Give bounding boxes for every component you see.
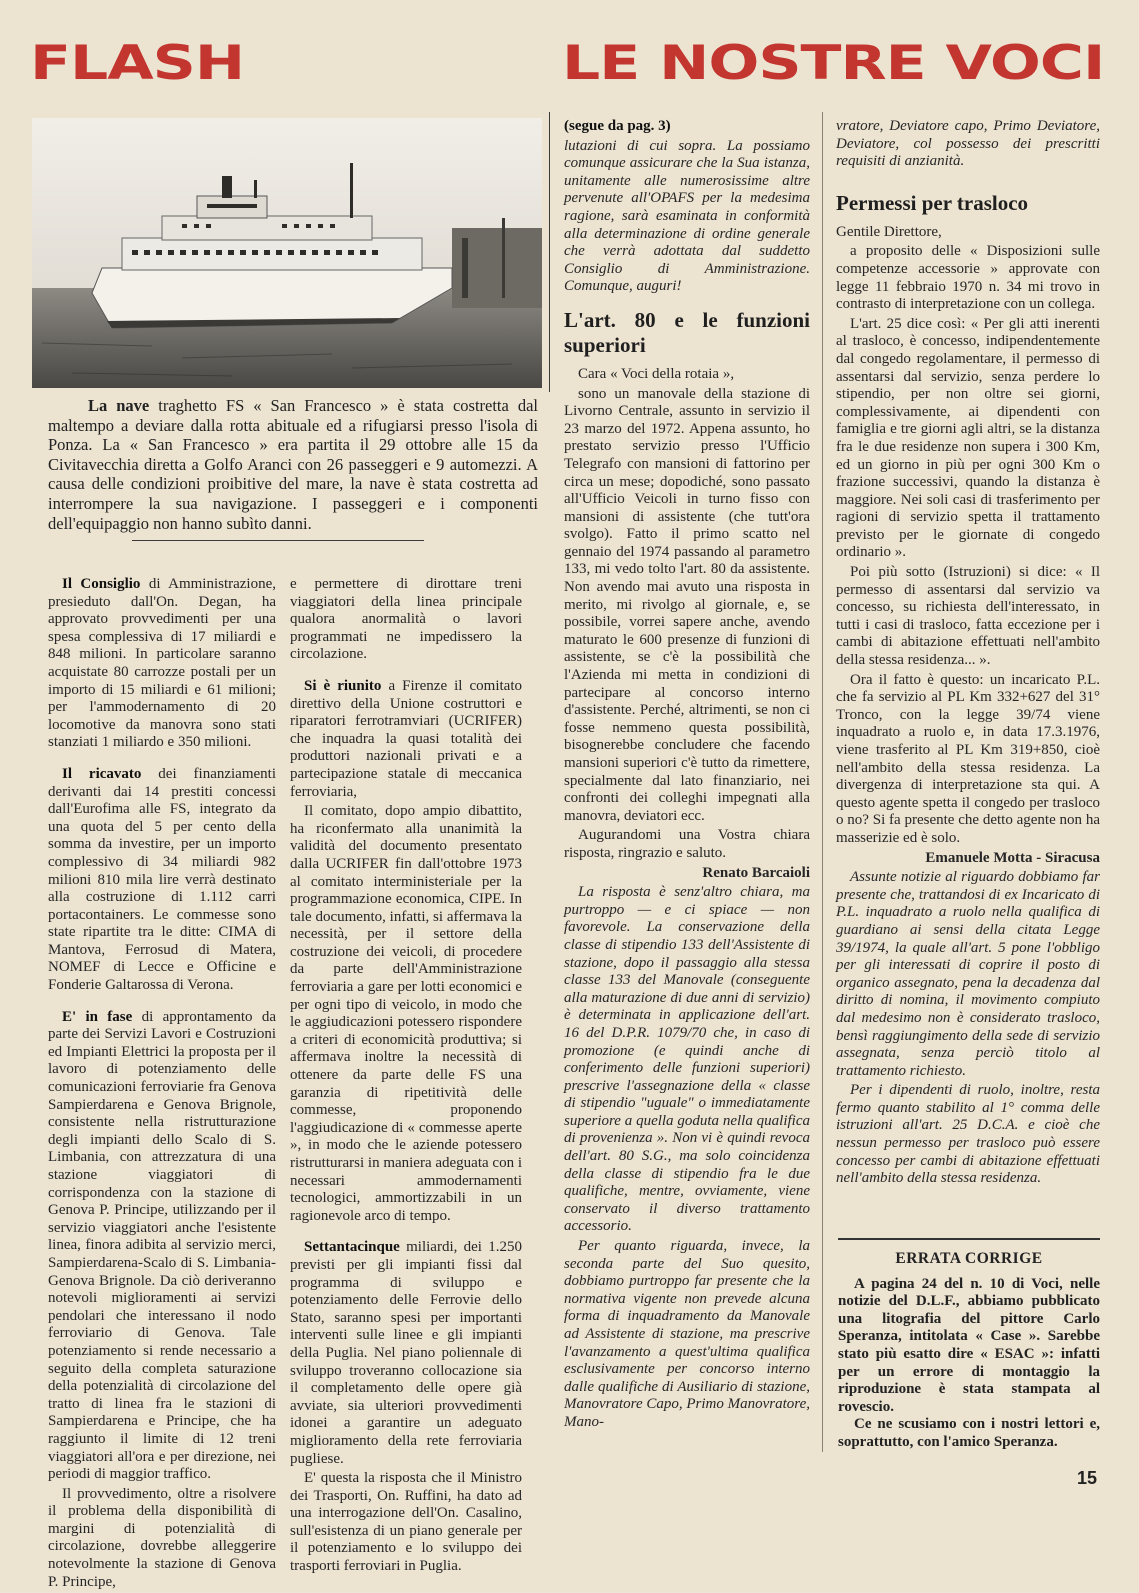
paragraph-text: e permettere di dirottare treni viaggiatori della linea principale qualora anormalità o lavori programmati ne impedissero la circolazione.	[290, 576, 522, 663]
errata-text: A pagina 24 del n. 10 di Voci, nelle notizie del D.L.F., abbiamo pubblicato una litografia del pittore Carlo Speranza, intitolata « Case ». Sarebbe stato più esatto dire « ESAC »: infatti per un errore di montaggio la riproduzione è stata stampata al rovescio.	[838, 1275, 1100, 1415]
voci-column-2	[836, 118, 1100, 1190]
flash-separator-line	[132, 540, 424, 541]
voci-column-1	[564, 118, 810, 1434]
paragraph-lead: E' in fase	[62, 1008, 133, 1025]
reply-text: vratore, Deviatore capo, Primo Deviatore, Deviatore, col possesso dei prescritti requisiti di anzianità.	[836, 118, 1100, 170]
page-number: 15	[1076, 1468, 1097, 1488]
reply-text: lutazioni di cui sopra. La possiamo comunque assicurare che la Sua istanza, unitamente alle numerosissime altre pervenute all'OPAFS per la medesima ragione, sarà esaminata in conformità alla determinazione di ordine generale che verrà adottata dal suddetto Consiglio di Amministrazione. Comunque, auguri!	[564, 137, 810, 295]
errata-corrige-box	[838, 1238, 1100, 1462]
paragraph-lead: Il Consiglio	[62, 576, 141, 592]
salutation: Gentile Direttore,	[836, 223, 942, 240]
letter-text: a proposito delle « Disposizioni sulle competenze accessorie » approvate con legge 11 febbraio 1970 n. 34 mi trovo in contrasto di interpretazione con un collega.	[836, 243, 1100, 313]
ferry-photo	[32, 118, 542, 388]
letter-text: Ora il fatto è questo: un incaricato P.L. che fa servizio al PL Km 332+627 del 31° Tronco, con la legge 39/74 viene inquadrato a ruolo e, in data 17.3.1976, viene trasferito al PL Km 319+850, cioè nell'ambito della stessa residenza. La divergenza di interpretazione sta qui. A questo agente spetta il congedo per trasloco o no? Si fa presente che detto agente non ha masserizie ed è solo.	[836, 671, 1100, 846]
letter-text: L'art. 25 dice così: « Per gli atti inerenti al trasloco, è concesso, indipendentemente dal congedo regolamentare, il permesso di assentarsi dal servizio, senza perdere lo stipendio, per non oltre sei giorni, complessivamente, ai dipendenti con famiglia e tre giorni agli altri, se la distanza fra le due residenze non supera i 300 Km, ed un giorno in più per ogni 300 Km o frazione successivi, quando la distanza è maggiore. Nei soli casi di trasferimento per ragioni di servizio spetta il trattamento previsto per le giornate di congedo ordinario ».	[836, 315, 1100, 561]
flash-column-2	[290, 576, 522, 1578]
continued-note: (segue da pag. 3)	[564, 118, 671, 134]
caption-lead: La nave	[88, 396, 150, 415]
paragraph-text: E' questa la risposta che il Ministro dei Trasporti, On. Ruffini, ha dato ad una interrogazione dell'On. Casalino, sull'esistenza di un piano generale per il potenziamento e lo sviluppo dei trasporti ferroviari in Puglia.	[290, 1470, 522, 1575]
letter-text: Poi più sotto (Istruzioni) si dice: « Il permesso di assentarsi dal servizio va concesso, su richiesta dell'interessato, in tutti i casi di trasloco, fatta eccezione per i cambi di abitazione effettuati nell'ambito della stessa residenza... ».	[836, 564, 1100, 669]
letter-closing: Augurandomi una Vostra chiara risposta, ringrazio e saluto.	[564, 827, 810, 861]
paragraph-text: miliardi, dei 1.250 previsti per gli impianti fissi dal programma di sviluppo e potenziamento delle Ferrovie dello Stato, saranno spesi per importanti interventi sulle linee e gli impianti della Puglia. Nel piano poliennale di sviluppo troveranno collocazione sia il completamento delle opere già avviate, sia ulteriori provvedimenti idonei a garantire un adeguato miglioramento della rete ferroviaria pugliese.	[290, 1239, 522, 1467]
salutation: Cara « Voci della rotaia »,	[578, 365, 735, 382]
paragraph-lead: Il ricavato	[62, 765, 142, 782]
paragraph-lead: Si è riunito	[304, 677, 382, 694]
letter-signature: Renato Barcaioli	[702, 864, 810, 881]
paragraph-text: Il provvedimento, oltre a risolvere il problema della disponibilità di margini di potenzialità di circolazione, dovrebbe alleggerire notevolmente la stazione di Genova P. Principe,	[48, 1485, 276, 1590]
errata-title: ERRATA CORRIGE	[895, 1250, 1043, 1267]
voci-column-rule	[822, 112, 823, 1452]
errata-apology: Ce ne scusiamo con i nostri lettori e, soprattutto, con l'amico Speranza.	[838, 1416, 1100, 1450]
section-title-flash: FLASH	[30, 36, 245, 91]
article-title-trasloco: Permessi per trasloco	[836, 190, 1029, 215]
paragraph-text: dei finanziamenti derivanti dai 14 prestiti concessi dall'Eurofima alle FS, integrato da una quota del 5 per cento della somma da investire, per un importo complessivo di 34 miliardi 982 milioni 810 mila lire verrà destinato alla costruzione di 1.112 carri portacontainers. Le commesse sono state ripartite tra le ditte: CIMA di Mantova, Ferrosud di Matera, NOMEF di Lecce e Officine e Fonderie Galtarossa di Verona.	[48, 765, 276, 994]
article-title-art80: L'art. 80 e le funzioni superiori	[564, 307, 810, 357]
paragraph-text: a Firenze il comitato direttivo della Unione costruttori e riparatori ferrotramviari (UCRIFER) che inquadra la quasi totalità dei produttori nazionali privati e a partecipazione statale di meccanica ferroviaria,	[290, 677, 522, 800]
flash-column-1	[48, 576, 276, 1593]
reply-text: Assunte notizie al riguardo dobbiamo far presente che, trattandosi di ex Incaricato di P.L. inquadrato a ruolo nella qualifica di guardiano ai sensi della citata Legge 39/1974, la quale all'art. 5 pone l'obbligo per gli interessati di coprire il posto di organico assegnato, pena la decadenza dal diritto di nomina, il movimento compiuto dal medesimo non è considerato trasloco, bensì raggiungimento della sede di servizio assegnata, senza perciò titolo al trattamento richiesto.	[836, 869, 1100, 1079]
reply-text: La risposta è senz'altro chiara, ma purtroppo — e ci spiace — non favorevole. La conservazione della classe di stipendio 133 dell'Assistente di stazione, dopo il passaggio alla stessa classe 133 del Manovale (conseguente alla maturazione di due anni di servizio) è determinata in applicazione dell'art. 16 del D.P.R. 1079/70 che, in caso di promozione (e quindi anche di conferimento delle funzioni superiori) prescrive l'assegnazione della « classe di stipendio "uguale" o immediatamente superiore a quella goduta nella qualifica di provenienza ». Non vi è quindi revoca dell'art. 80 S.G., ma solo coincidenza della classe di stipendio fra le due qualifiche, mentre, ovviamente, viene conservato il diverso trattamento accessorio.	[564, 884, 810, 1235]
letter-signature: Emanuele Motta - Siracusa	[925, 849, 1100, 866]
paragraph-lead: Settantacinque	[304, 1239, 400, 1256]
section-title-le-nostre-voci: LE NOSTRE VOCI	[562, 36, 1105, 91]
section-divider	[549, 112, 550, 392]
paragraph-text: di approntamento da parte dei Servizi Lavori e Costruzioni ed Impianti Elettrici la proposta per il lavoro di potenziamento delle comunicazioni ferroviarie fra Genova Sampierdarena e Genova Brignole, consistente nella ristrutturazione degli impianti dello Scalo di S. Limbania, con attrezzatura di una stazione viaggiatori di corrispondenza con la stazione di Genova P. Principe, utilizzando per il servizio viaggiatori anche l'esistente linea, finora adibita al servizio merci, Sampierdarena-Scalo di S. Limbania-Genova Brignole. Da ciò deriveranno notevoli miglioramenti ai servizi pendolari che interessano il nodo ferroviario di Genova. Tale potenziamento si rende necessario a seguito della completa saturazione della potenzialità di circolazione del tratto di linea fra le stazioni di Sampierdarena e Principe, che ha raggiunto il limite di 12 treni viaggiatori all'ora e per direzione, nei periodi di maggior traffico.	[48, 1008, 276, 1483]
reply-text: Per quanto riguarda, invece, la seconda parte del Suo quesito, dobbiamo purtroppo far presente che la normativa vigente non prevede alcuna forma di inquadramento da Manovale ad Assistente di stazione, ma prescrive l'avanzamento a quest'ultima qualifica esclusivamente per concorso interno dalle qualifiche di Ausiliario di stazione, Manovratore Capo, Primo Manovratore, Mano-	[564, 1238, 810, 1430]
reply-text: Per i dipendenti di ruolo, inoltre, resta fermo quanto stabilito al 1° comma delle istruzioni all'art. 25 D.C.A. e cioè che nessun permesso per trasloco può essere concesso per cambi di abitazione effettuati nell'ambito della stessa residenza.	[836, 1082, 1100, 1187]
caption-text: traghetto FS « San Francesco » è stata costretta dal maltempo a deviare dalla rotta abituale ed a rifugiarsi presso l'isola di Ponza. La « San Francesco » era partita il 29 ottobre alle 15 da Civitavecchia diretta a Golfo Aranci con 26 passeggeri e 9 automezzi. A causa delle condizioni proibitive del mare, la nave è stata costretta ad interrompere la sua navigazione. I passeggeri e i componenti dell'equipaggio non hanno subìto danni.	[48, 396, 538, 533]
paragraph-text: di Amministrazione, presieduto dall'On. Degan, ha approvato provvedimenti per una spesa complessiva di 17 miliardi e 848 milioni. In particolare saranno acquistate 80 carrozze postali per un importo di 15 miliardi e 61 milioni; per l'ammodernamento di 20 locomotive da manovra sono stati stanziati 1 miliardo e 350 milioni.	[48, 576, 277, 751]
letter-text: sono un manovale della stazione di Livorno Centrale, assunto in servizio il 23 marzo del 1972. Appena assunto, ho prestato servizio presso l'Ufficio Telegrafo con mansioni di fattorino per circa un mese; dopodiché, sono passato all'Ufficio Veicoli in turno fisso con mansioni di assistente (che tutt'ora svolgo). Fatto il primo scatto nel gennaio del 1974 passando al parametro 133, mi vedo tolto l'art. 80 da assistente. Non avendo mai avuto una risposta in merito, mi rivolgo al giornale, e, se possibile, vorrei sapere anche, avendo maturato le 600 presenze di funzioni di assistente, se c'è la possibilità che l'Azienda mi metta in condizioni di partecipare al concorso interno d'assistente. Perché, altrimenti, se non ci fosse nemmeno questa possibilità, bisognerebbe concludere che facendo mansioni superiori c'è tutto da rimettere, specialmente dal lato finanziario, nei confronti dei colleghi impegnati alla manovra, deviatori ecc.	[564, 385, 810, 824]
paragraph-text: Il comitato, dopo ampio dibattito, ha riconfermato alla unanimità la validità del documento presentato dalla UCRIFER fin dall'ottobre 1973 al comitato interministeriale per la programmazione economica, CIPE. In tale documento, infatti, si affermava la necessità, per il settore della costruzione dei veicoli, di procedere da parte dell'Amministrazione ferroviaria a gare per lotti economici e per ogni tipo di veicolo, in modo che le aggiudicazioni potessero rispondere a criteri di economicità produttiva; si affermava inoltre la necessità di ottenere da parte delle FS una garanzia di ripetitività delle commesse, proponendo l'aggiudicazione di « commesse aperte », in modo che le aziende potessero ristrutturarsi in maniera adeguata con i necessari ammodernamenti tecnologici, ammortizzabili in un ragionevole arco di tempo.	[290, 803, 522, 1224]
photo-caption	[48, 396, 538, 533]
